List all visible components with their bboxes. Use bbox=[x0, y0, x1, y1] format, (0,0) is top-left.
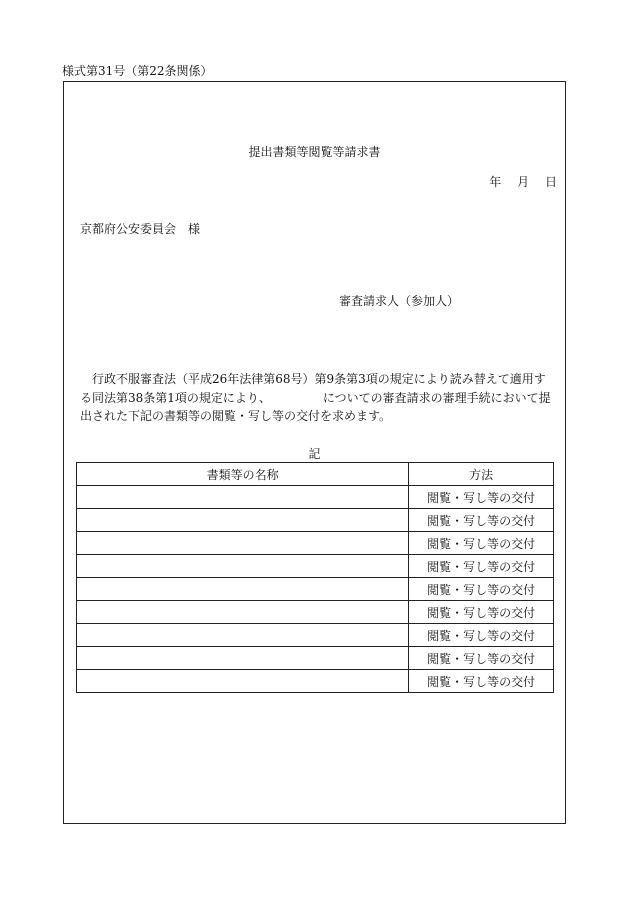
document-name-cell[interactable] bbox=[77, 532, 409, 555]
document-name-cell[interactable] bbox=[77, 486, 409, 509]
date-line bbox=[477, 174, 557, 190]
form-frame bbox=[63, 81, 566, 824]
table-row bbox=[77, 601, 554, 624]
requester-label: 審査請求人（参加人） bbox=[339, 294, 460, 308]
method-cell: 閲覧・写し等の交付 bbox=[409, 555, 554, 578]
table-row bbox=[77, 532, 554, 555]
request-body bbox=[80, 370, 554, 426]
body-line2: についての審査請求の審理手続において提出された下記の書類等の閲覧・写し等の交付を求めます。 bbox=[80, 390, 551, 423]
method-cell: 閲覧・写し等の交付 bbox=[409, 532, 554, 555]
table-row bbox=[77, 647, 554, 670]
method-cell: 閲覧・写し等の交付 bbox=[409, 670, 554, 693]
header-method: 方法 bbox=[409, 463, 554, 486]
method-cell: 閲覧・写し等の交付 bbox=[409, 509, 554, 532]
form-number: 様式第31号（第22条関係） bbox=[62, 64, 213, 78]
method-cell: 閲覧・写し等の交付 bbox=[409, 486, 554, 509]
document-name-cell[interactable] bbox=[77, 555, 409, 578]
addressee: 京都府公安委員会 様 bbox=[80, 222, 201, 236]
date-day: 日 bbox=[544, 175, 557, 189]
table-row bbox=[77, 578, 554, 601]
table-row bbox=[77, 486, 554, 509]
body-line1: 行政不服審査法（平成26年法律第68号）第9条第3項の規定により読み替えて適用する同法第38条第1項の規定により、 bbox=[80, 372, 546, 405]
table-row bbox=[77, 624, 554, 647]
document-name-cell[interactable] bbox=[77, 670, 409, 693]
documents-table bbox=[76, 462, 554, 693]
document-name-cell[interactable] bbox=[77, 647, 409, 670]
method-cell: 閲覧・写し等の交付 bbox=[409, 578, 554, 601]
date-year: 年 bbox=[489, 175, 502, 189]
method-cell: 閲覧・写し等の交付 bbox=[409, 647, 554, 670]
ki-heading: 記 bbox=[308, 447, 321, 461]
table-header-row bbox=[77, 463, 554, 486]
document-title: 提出書類等閲覧等請求書 bbox=[248, 145, 381, 159]
document-name-cell[interactable] bbox=[77, 624, 409, 647]
method-cell: 閲覧・写し等の交付 bbox=[409, 601, 554, 624]
table-row bbox=[77, 509, 554, 532]
header-document-name: 書類等の名称 bbox=[77, 463, 409, 486]
method-cell: 閲覧・写し等の交付 bbox=[409, 624, 554, 647]
table-row bbox=[77, 670, 554, 693]
document-name-cell[interactable] bbox=[77, 509, 409, 532]
document-name-cell[interactable] bbox=[77, 601, 409, 624]
table-row bbox=[77, 555, 554, 578]
date-month: 月 bbox=[517, 175, 530, 189]
document-name-cell[interactable] bbox=[77, 578, 409, 601]
